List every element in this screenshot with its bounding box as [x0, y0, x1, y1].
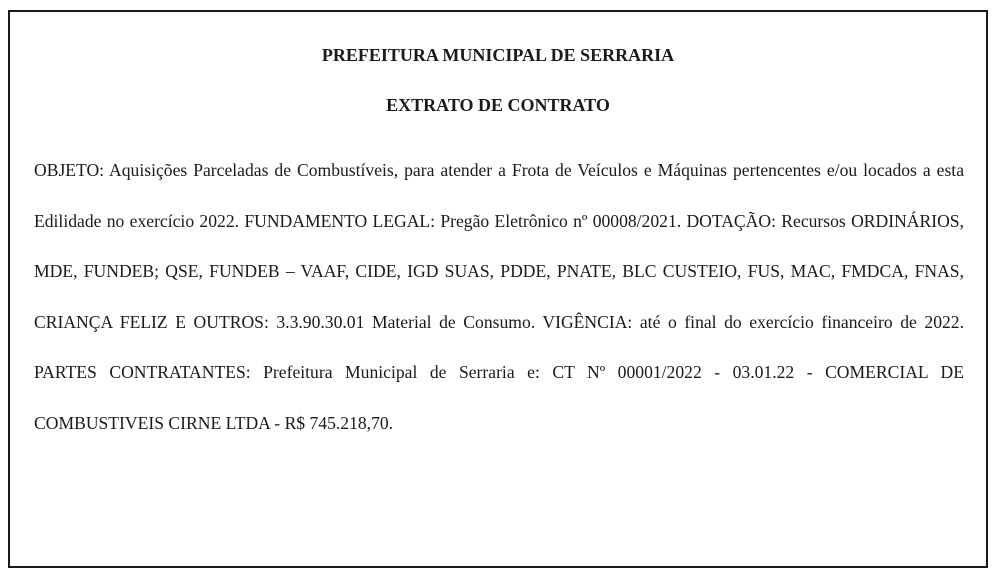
document-frame [8, 10, 988, 568]
document-header: PREFEITURA MUNICIPAL DE SERRARIA [321, 45, 675, 65]
document-subheader: EXTRATO DE CONTRATO [386, 95, 610, 115]
contract-extract-body: OBJETO: Aquisições Parceladas de Combustíveis, para atender a Frota de Veículos e Máquinas pertencentes e/ou locados a esta Edilidade no exercício 2022. FUNDAMENTO LEGAL: Pregão Eletrônico nº 00008/2021. DOTAÇÃO: Recursos ORDINÁRIOS, MDE, FUNDEB; QSE, FUNDEB – VAAF, CIDE, IGD SUAS, PDDE, PNATE, BLC CUSTEIO, FUS, MAC, FMDCA, FNAS, CRIANÇA FELIZ E OUTROS: 3.3.90.30.01 Material de Consumo. VIGÊNCIA: até o final do exercício financeiro de 2022. PARTES CONTRATANTES: Prefeitura Municipal de Serraria e: CT Nº 00001/2022 - 03.01.22 - COMERCIAL DE COMBUSTIVEIS CIRNE LTDA - R$ 745.218,70. [34, 160, 964, 433]
